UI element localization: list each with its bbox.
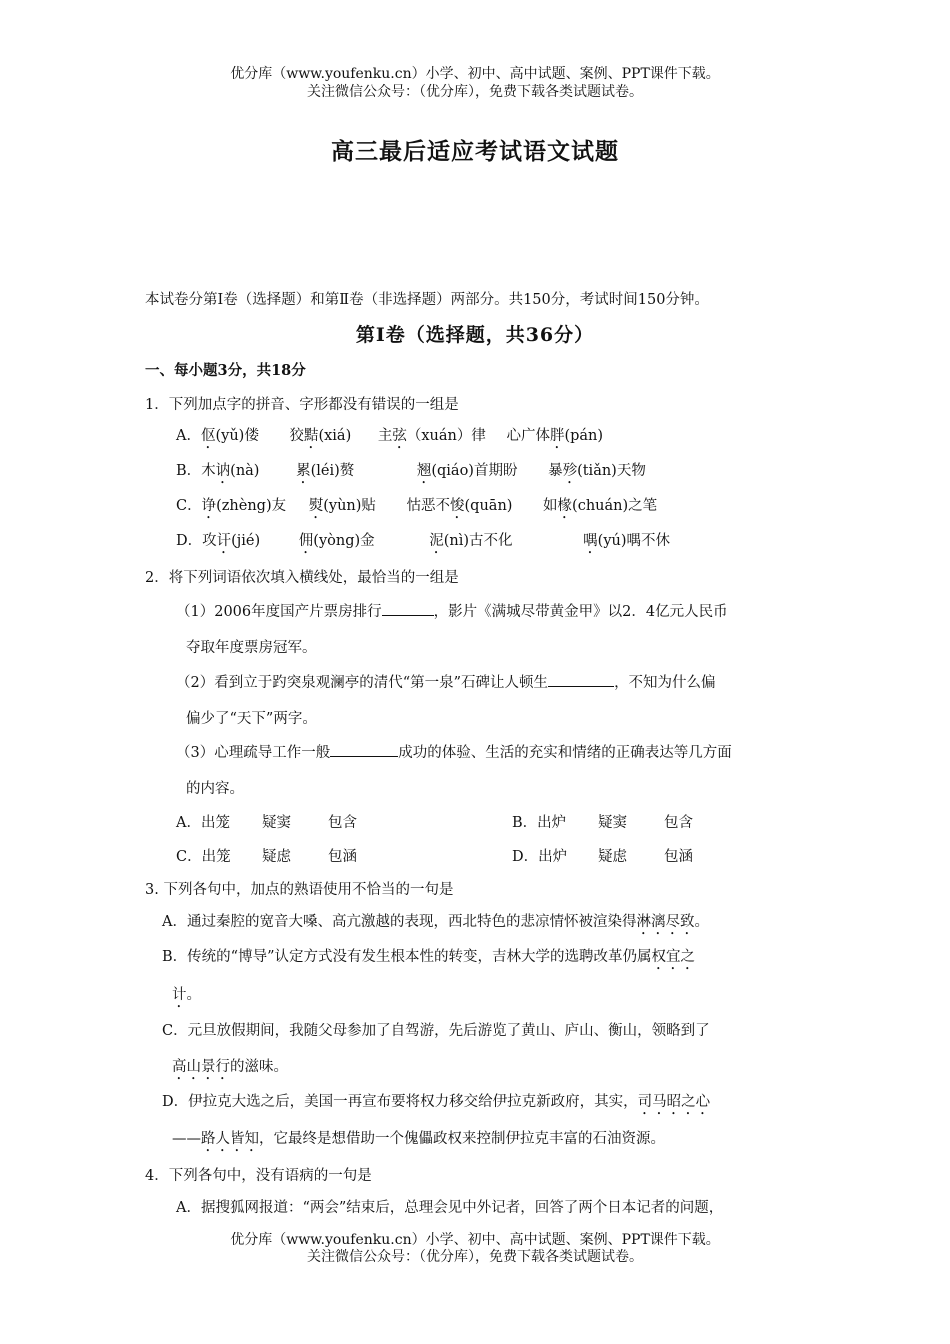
question-3-option-c-cont: 高山景行的滋味。 — [172, 1059, 288, 1075]
question-2-option-b: B．出炉 疑窦 包含 — [512, 815, 693, 831]
section-title: 第Ⅰ卷（选择题，共36分） — [355, 324, 595, 346]
question-2-sentence-1-cont: 夺取年度票房冠军。 — [186, 640, 317, 656]
question-3-option-a: A．通过秦腔的宽音大嗓、高亢激越的表现，西北特色的悲凉情怀被渲染得淋漓尽致。 — [162, 914, 709, 930]
question-2-option-d: D．出炉 疑虑 包涵 — [512, 849, 693, 865]
question-1-option-c: C．诤(zhèng)友 熨(yùn)贴 怙恶不悛(quān) 如椽(chuán)之笔 — [176, 498, 658, 514]
question-1-stem: 1．下列加点字的拼音、字形都没有错误的一组是 — [145, 397, 459, 413]
question-2-sentence-3: （3）心理疏导工作一般 成功的体验、生活的充实和情绪的正确表达等几方面 — [176, 741, 732, 762]
question-2-sentence-2-cont: 偏少了“天下”两字。 — [186, 711, 317, 727]
fill-blank — [330, 742, 398, 757]
part-title: 一、每小题3分，共18分 — [145, 362, 306, 379]
question-1-option-d: D．攻讦(jié) 佣(yòng)金 泥(nì)古不化 喁(yú)喁不休 — [176, 533, 671, 549]
question-2-stem: 2．将下列词语依次填入横线处，最恰当的一组是 — [145, 570, 459, 586]
question-2-option-a: A．出笼 疑窦 包含 — [176, 815, 357, 831]
question-4-option-a: A．据搜狐网报道：“两会”结束后，总理会见中外记者，回答了两个日本记者的问题， — [176, 1200, 724, 1216]
question-3-option-d: D．伊拉克大选之后，美国一再宣布要将权力移交给伊拉克新政府，其实，司马昭之心 — [162, 1094, 711, 1110]
question-3-option-b-cont: 计。 — [172, 987, 201, 1003]
question-1-option-b: B．木讷(nà) 累(léi)赘 翘(qiáo)首期盼 暴殄(tiǎn)天物 — [176, 463, 646, 479]
question-2-sentence-2: （2）看到立于趵突泉观澜亭的清代“第一泉”石碑让人顿生 ，不知为什么偏 — [176, 671, 716, 692]
question-4-stem: 4．下列各句中，没有语病的一句是 — [145, 1168, 372, 1184]
header-line-1: 优分库（www.youfenku.cn）小学、初中、高中试题、案例、PPT课件下载。 — [230, 66, 720, 82]
exam-intro: 本试卷分第Ⅰ卷（选择题）和第Ⅱ卷（非选择题）两部分。共150分，考试时间150分钟。 — [145, 292, 709, 308]
header-line-2: 关注微信公众号：（优分库），免费下载各类试题试卷。 — [307, 84, 643, 100]
question-2-sentence-3-cont: 的内容。 — [186, 781, 244, 797]
question-2-sentence-1: （1）2006年度国产片票房排行 ，影片《满城尽带黄金甲》以2．4亿元人民币 — [176, 600, 728, 621]
question-3-option-b: B．传统的“博导”认定方式没有发生根本性的转变，吉林大学的选聘改革仍属权宜之 — [162, 949, 695, 965]
question-1-option-a: A．伛(yǔ)偻 狡黠(xiá) 主弦（xuán）律 心广体胖(pán) — [176, 428, 604, 444]
fill-blank — [382, 601, 434, 616]
fill-blank — [548, 672, 614, 687]
footer-line-1: 优分库（www.youfenku.cn）小学、初中、高中试题、案例、PPT课件下载。 — [230, 1232, 720, 1248]
question-3-option-d-cont: ——路人皆知，它最终是想借助一个傀儡政权来控制伊拉克丰富的石油资源。 — [172, 1131, 665, 1147]
question-3-stem: 3. 下列各句中，加点的熟语使用不恰当的一句是 — [145, 882, 454, 898]
question-3-option-c: C．元旦放假期间，我随父母参加了自驾游，先后游览了黄山、庐山、衡山，领略到了 — [162, 1023, 710, 1039]
page-title: 高三最后适应考试语文试题 — [331, 138, 619, 165]
footer-line-2: 关注微信公众号：（优分库），免费下载各类试题试卷。 — [307, 1249, 643, 1265]
question-2-option-c: C．出笼 疑虑 包涵 — [176, 849, 357, 865]
